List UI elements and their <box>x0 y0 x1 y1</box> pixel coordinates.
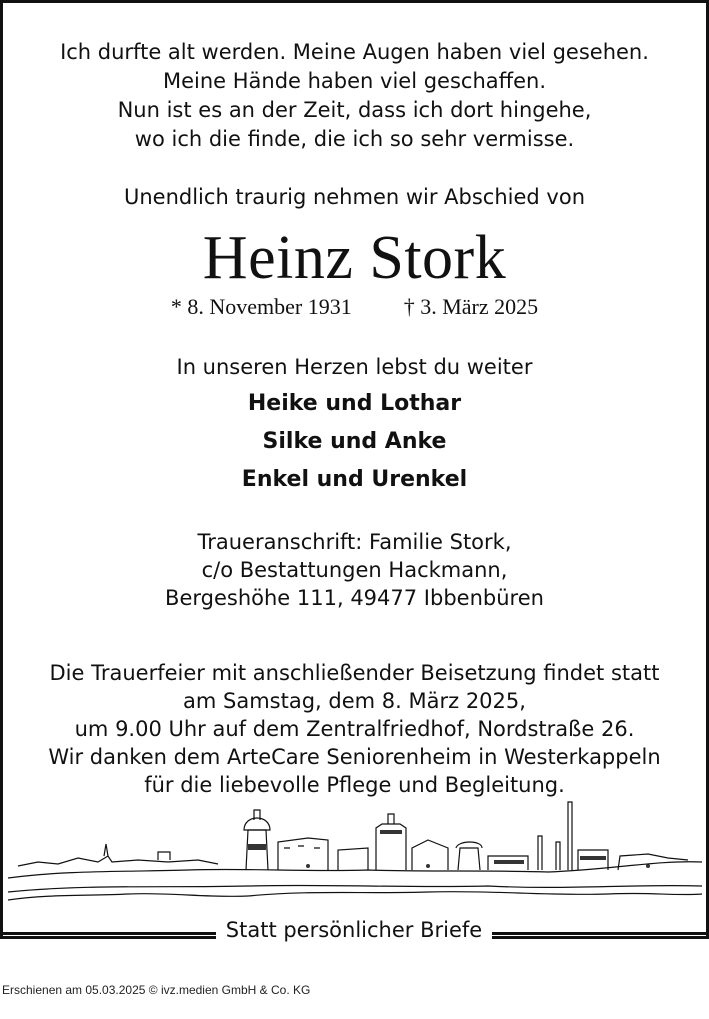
service-line: für die liebevolle Pflege und Begleitung. <box>144 773 565 797</box>
life-dates <box>0 292 709 322</box>
family-member: Heike und Lothar <box>247 391 462 416</box>
address-line: c/o Bestattungen Hackmann, <box>201 558 508 582</box>
address-line: Bergeshöhe 111, 49477 Ibbenbüren <box>165 586 544 610</box>
memorial-line: In unseren Herzen lebst du weiter <box>176 355 533 379</box>
footer-rule-right <box>492 932 709 935</box>
town-skyline-illustration <box>8 800 702 910</box>
deceased-name: Heinz Stork <box>202 224 507 292</box>
service-line: um 9.00 Uhr auf dem Zentralfriedhof, Nordstraße 26. <box>74 717 635 741</box>
address-line: Traueranschrift: Familie Stork, <box>197 530 512 554</box>
birth-date: * 8. November 1931 <box>170 294 352 319</box>
death-date: † 3. März 2025 <box>403 294 539 319</box>
mourning-address <box>0 528 709 612</box>
service-line: Die Trauerfeier mit anschließender Beisetzung findet statt <box>49 661 660 685</box>
service-line: Wir danken dem ArteCare Seniorenheim in Westerkappeln <box>48 745 661 769</box>
footer-note: Statt persönlicher Briefe <box>216 914 492 946</box>
family-member: Silke und Anke <box>262 429 447 454</box>
service-line: am Samstag, dem 8. März 2025, <box>183 689 526 713</box>
service-info <box>0 659 709 799</box>
poem-line: Ich durfte alt werden. Meine Augen haben viel gesehen. <box>60 40 649 64</box>
publication-credit: Erschienen am 05.03.2025 © ivz.medien GmbH & Co. KG <box>2 983 311 997</box>
poem-line: wo ich die finde, die ich so sehr vermisse. <box>134 127 575 151</box>
intro-text: Unendlich traurig nehmen wir Abschied von <box>123 185 585 209</box>
footer-rule-left <box>0 932 216 935</box>
family-list <box>0 385 709 499</box>
family-member: Enkel und Urenkel <box>241 467 468 492</box>
poem <box>0 38 709 154</box>
poem-line: Meine Hände haben viel geschaffen. <box>162 69 547 93</box>
poem-line: Nun ist es an der Zeit, dass ich dort hingehe, <box>117 98 592 122</box>
